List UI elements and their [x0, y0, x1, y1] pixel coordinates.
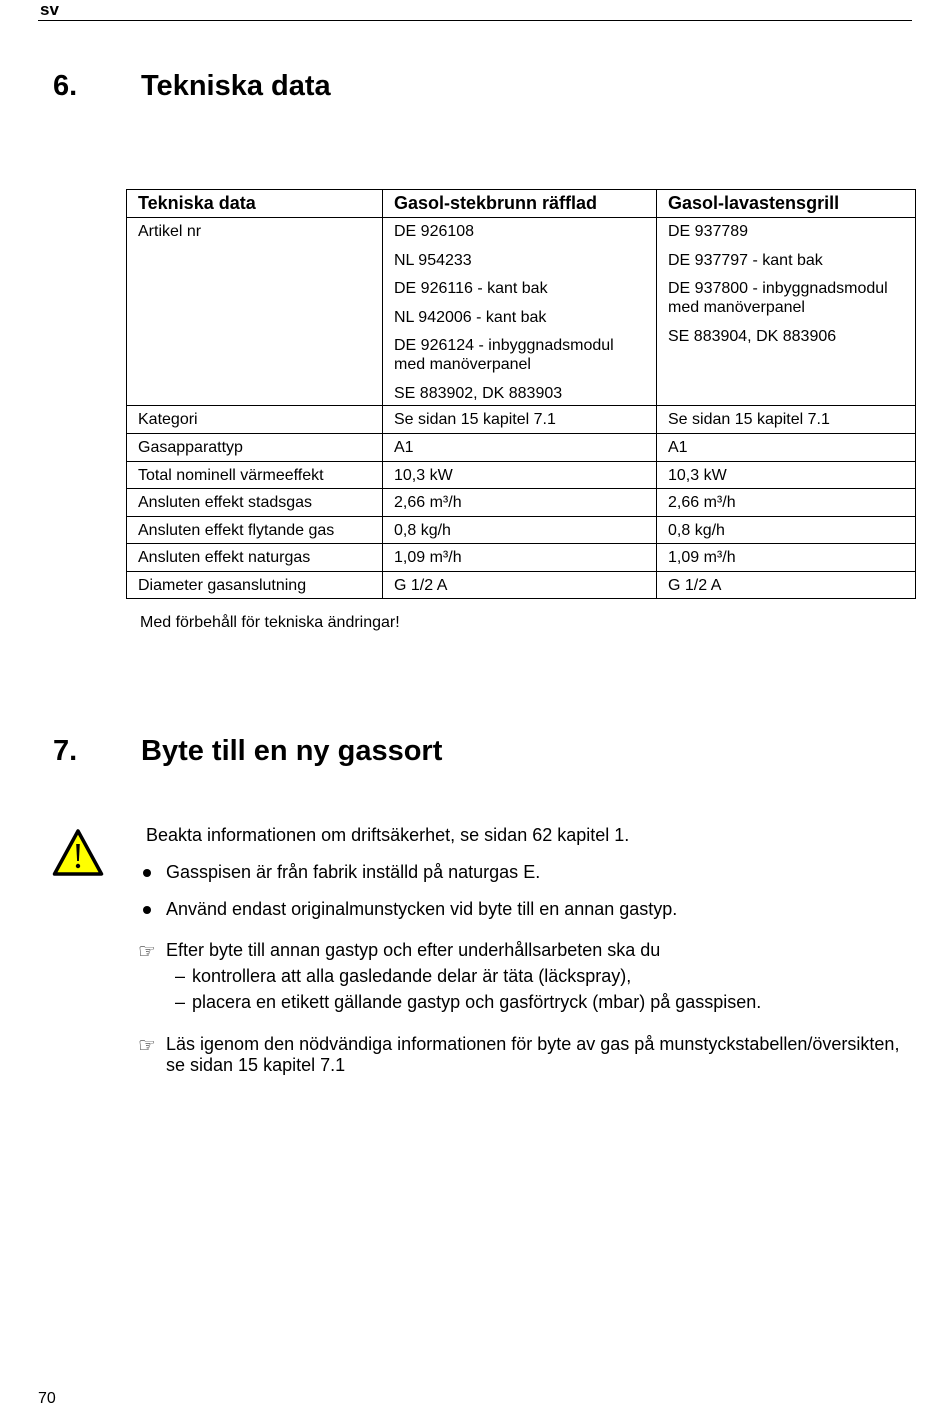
table-row	[127, 544, 916, 572]
cell-value: 1,09 m³/h	[383, 544, 657, 572]
cell-value: G 1/2 A	[657, 572, 916, 599]
column-header-lavastensgrill: Gasol-lavastensgrill	[657, 190, 916, 218]
article-number-item: DE 926124 - inbyggnadsmodul med manöverpanel	[394, 337, 614, 373]
article-number-item: NL 954233	[394, 251, 472, 269]
instruction-line: se sidan 15 kapitel 7.1	[166, 1055, 346, 1075]
article-number-item: DE 937800 - inbyggnadsmodul med manöverpanel	[668, 280, 888, 316]
cell-value: Se sidan 15 kapitel 7.1	[383, 406, 657, 434]
cell-value: 2,66 m³/h	[657, 489, 916, 517]
table-row-article-number	[127, 218, 916, 406]
cell-value: 1,09 m³/h	[657, 544, 916, 572]
pointing-hand-icon: ☞	[138, 939, 156, 963]
language-code: sv	[40, 0, 59, 19]
exclamation-dot	[76, 864, 80, 868]
row-label: Artikel nr	[127, 218, 383, 406]
bullet-icon	[143, 869, 151, 877]
row-label: Diameter gasanslutning	[127, 572, 383, 599]
article-number-item: DE 926116 - kant bak	[394, 280, 548, 297]
section-title: Tekniska data	[141, 70, 331, 102]
article-number-list	[383, 218, 657, 406]
row-label: Ansluten effekt stadsgas	[127, 489, 383, 517]
technical-data-table	[126, 189, 916, 599]
article-number-item: DE 937789	[668, 223, 749, 240]
article-number-item: DE 926108	[394, 223, 475, 240]
bullet-icon	[143, 906, 151, 914]
cell-value: 10,3 kW	[657, 462, 916, 489]
article-number-item: SE 883904, DK 883906	[668, 327, 837, 345]
page-number: 70	[38, 1390, 56, 1407]
bullet-text: Gasspisen är från fabrik inställd på naturgas E.	[166, 862, 541, 882]
article-number-item: SE 883902, DK 883903	[394, 384, 563, 402]
disclaimer-note: Med förbehåll för tekniska ändringar!	[140, 614, 400, 631]
cell-value: A1	[383, 434, 657, 462]
section-heading	[0, 69, 950, 103]
row-label: Kategori	[127, 406, 383, 434]
table-row	[127, 462, 916, 489]
cell-value: Se sidan 15 kapitel 7.1	[657, 406, 916, 434]
table-row	[127, 517, 916, 544]
instruction-text: Efter byte till annan gastyp och efter underhållsarbeten ska du	[166, 940, 661, 960]
safety-notice: Beakta informationen om driftsäkerhet, se sidan 62 kapitel 1.	[146, 825, 630, 845]
table-row	[127, 406, 916, 434]
warning-triangle-icon	[52, 828, 104, 877]
instruction-line: Läs igenom den nödvändiga informationen för byte av gas på munstyckstabellen/översikten,	[166, 1034, 900, 1054]
table-header-row	[127, 190, 916, 218]
section-heading	[0, 734, 950, 768]
cell-value: A1	[657, 434, 916, 462]
dash-marker: –	[175, 966, 186, 986]
bullet-text: Använd endast originalmunstycken vid byte till en annan gastyp.	[166, 899, 678, 919]
cell-value: 2,66 m³/h	[383, 489, 657, 517]
instruction-subitem: placera en etikett gällande gastyp och gasförtryck (mbar) på gasspisen.	[192, 992, 762, 1012]
dash-marker: –	[175, 992, 186, 1012]
instruction-text	[166, 1034, 899, 1076]
section-title: Byte till en ny gassort	[141, 735, 443, 767]
cell-value: 0,8 kg/h	[657, 517, 916, 544]
section-number: 7.	[53, 735, 78, 767]
table-row	[127, 434, 916, 462]
article-number-item: DE 937797 - kant bak	[668, 251, 823, 269]
column-header-parameter: Tekniska data	[127, 190, 383, 218]
column-header-stekbrunn: Gasol-stekbrunn räfflad	[383, 190, 657, 218]
table-row	[127, 489, 916, 517]
warning-triangle-graphic	[52, 828, 104, 877]
section-number: 6.	[53, 70, 78, 102]
instruction-subitem: kontrollera att alla gasledande delar är täta (läckspray),	[192, 966, 632, 986]
row-label: Total nominell värmeeffekt	[127, 462, 383, 489]
cell-value: 10,3 kW	[383, 462, 657, 489]
row-label: Gasapparattyp	[127, 434, 383, 462]
article-number-item: NL 942006 - kant bak	[394, 308, 547, 326]
pointing-hand-icon: ☞	[138, 1033, 156, 1057]
header-rule	[38, 20, 912, 21]
cell-value: G 1/2 A	[383, 572, 657, 599]
table-row	[127, 572, 916, 599]
article-number-list	[657, 218, 916, 406]
cell-value: 0,8 kg/h	[383, 517, 657, 544]
row-label: Ansluten effekt flytande gas	[127, 517, 383, 544]
row-label: Ansluten effekt naturgas	[127, 544, 383, 572]
